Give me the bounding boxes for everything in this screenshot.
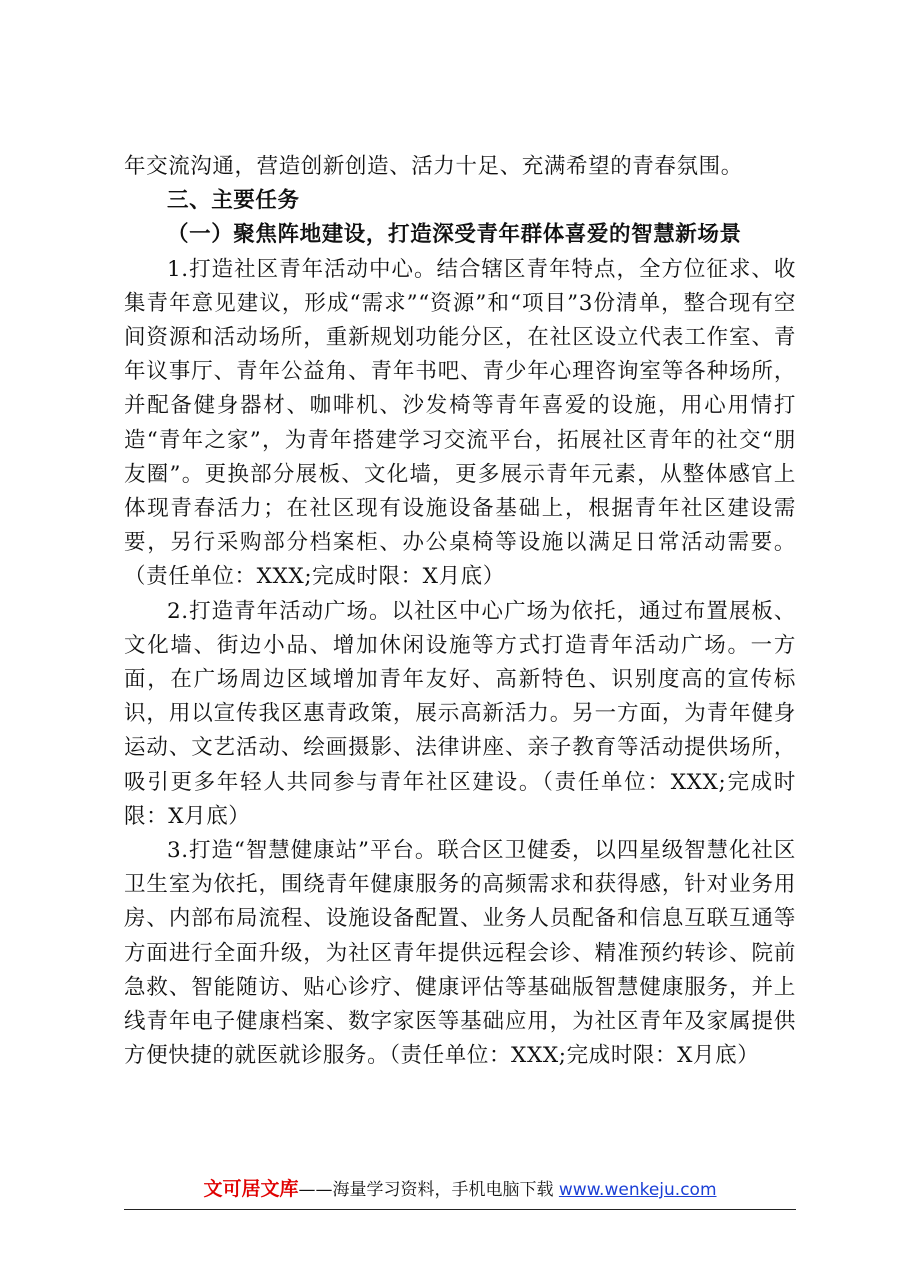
task-paragraph-3: 3.打造“智慧健康站”平台。联合区卫健委，以四星级智慧化社区卫生室为依托，围绕青年健康服务的高频需求和获得感，针对业务用房、内部布局流程、设施设备配置、业务人员配备和信息互联互通等方面进行全面升级，为社区青年提供远程会诊、精准预约转诊、院前急救、智能随访、贴心诊疗、健康评估等基础版智慧健康服务，并上线青年电子健康档案、数字家医等基础应用，为社区青年及家属提供方便快捷的就医就诊服务。（责任单位：XXX;完成时限：X月底）: [124, 838, 796, 1069]
task-paragraph-2: 2.打造青年活动广场。以社区中心广场为依托，通过布置展板、文化墙、街边小品、增加休闲设施等方式打造青年活动广场。一方面，在广场周边区域增加青年友好、高新特色、识别度高的宣传标识，用以宣传我区惠青政策，展示高新活力。另一方面，为青年健身运动、文艺活动、绘画摄影、法律讲座、亲子教育等活动提供场所，吸引更多年轻人共同参与青年社区建设。（责任单位：XXX;完成时限：X月底）: [124, 598, 796, 829]
paragraph-continuation: 年交流沟通，营造创新创造、活力十足、充满希望的青春氛围。: [124, 154, 743, 179]
footer-link[interactable]: www.wenkeju.com: [558, 1180, 717, 1200]
document-body: [124, 150, 796, 1073]
page-footer: [124, 1174, 796, 1204]
task-paragraph-1: 1.打造社区青年活动中心。结合辖区青年特点，全方位征求、收集青年意见建议，形成“需求”“资源”和“项目”3份清单，整合现有空间资源和活动场所，重新规划功能分区，在社区设立代表工作室、青年议事厅、青年公益角、青年书吧、青少年心理咨询室等各种场所，并配备健身器材、咖啡机、沙发椅等青年喜爱的设施，用心用情打造“青年之家”，为青年搭建学习交流平台，拓展社区青年的社交“朋友圈”。更换部分展板、文化墙，更多展示青年元素，从整体感官上体现青春活力；在社区现有设施设备基础上，根据青年社区建设需要，另行采购部分档案柜、办公桌椅等设施以满足日常活动需要。（责任单位：XXX;完成时限：X月底）: [124, 256, 796, 590]
subsection-heading: （一）聚焦阵地建设，打造深受青年群体喜爱的智慧新场景: [167, 222, 742, 248]
footer-slogan: ——海量学习资料，手机电脑下载: [298, 1180, 554, 1200]
footer-divider: [124, 1209, 796, 1210]
footer-brand: 文可居文库: [203, 1178, 299, 1200]
section-heading: 三、主要任务: [167, 188, 300, 214]
